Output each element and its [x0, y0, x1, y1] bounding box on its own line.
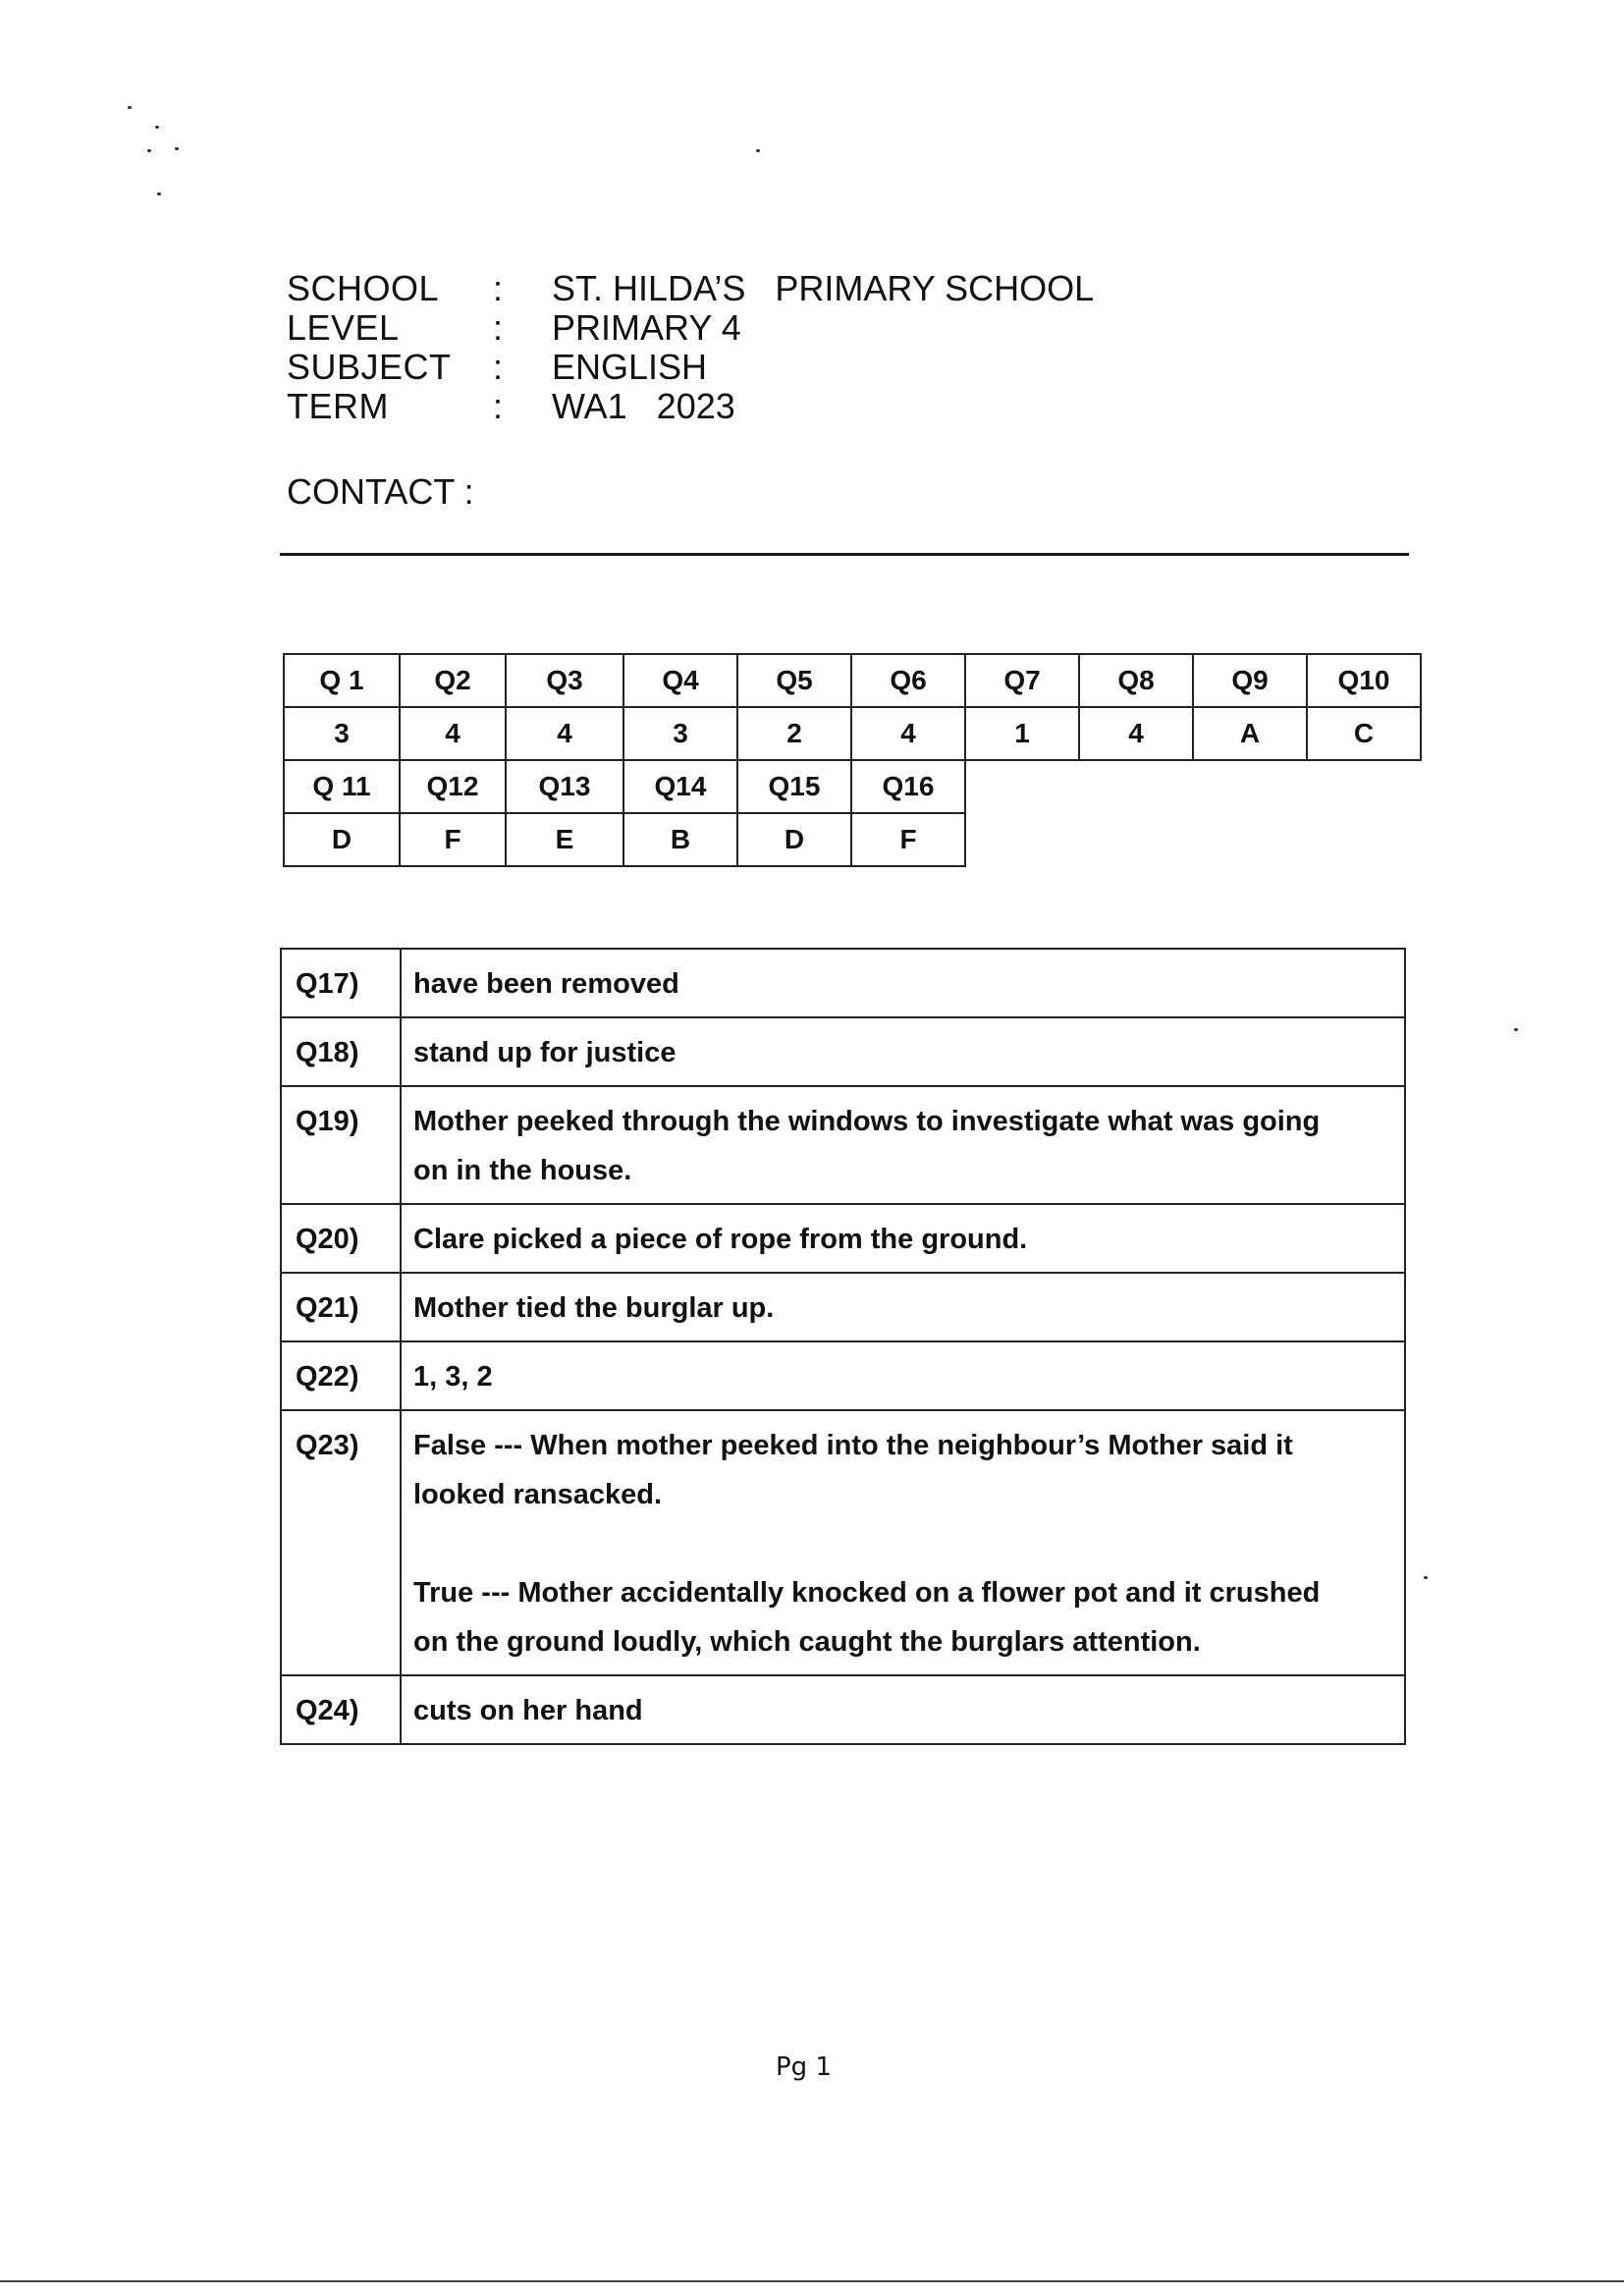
header-row-subject [287, 348, 1094, 387]
answer-text [401, 1675, 1405, 1744]
answer-line: 1, 3, 2 [413, 1361, 493, 1393]
scan-speck [756, 149, 760, 152]
header-label: SUBJECT [287, 347, 452, 387]
answer-line: cuts on her hand [413, 1695, 643, 1726]
answer-row [281, 1675, 1405, 1744]
scan-speck [155, 126, 159, 129]
mcq-question-cell: Q 11 [284, 760, 400, 813]
answer-text [401, 949, 1405, 1017]
mcq-empty-cell [1079, 760, 1193, 813]
scan-speck [147, 149, 151, 152]
mcq-answer-grid [283, 653, 1422, 867]
mcq-question-cell: Q15 [737, 760, 851, 813]
mcq-question-cell: Q 1 [284, 654, 400, 707]
contact-label: CONTACT : [287, 471, 474, 512]
question-number: Q18) [281, 1017, 401, 1086]
mcq-empty-cell [1079, 813, 1193, 866]
mcq-question-cell: Q2 [400, 654, 506, 707]
mcq-question-cell: Q14 [623, 760, 737, 813]
question-number: Q23) [281, 1410, 401, 1675]
mcq-empty-cell [1193, 813, 1307, 866]
mcq-answer-cell: F [400, 813, 506, 866]
answer-line: have been removed [413, 968, 679, 1000]
mcq-question-cell: Q3 [506, 654, 623, 707]
answer-row [281, 1273, 1405, 1341]
mcq-empty-cell [965, 813, 1079, 866]
answer-spacer [413, 1519, 1392, 1568]
header-label: TERM [287, 386, 389, 426]
mcq-question-row [284, 760, 1421, 813]
mcq-question-row [284, 654, 1421, 707]
header-colon: : [493, 386, 504, 426]
page-number: Pg 1 [776, 2052, 832, 2082]
mcq-question-cell: Q4 [623, 654, 737, 707]
question-number: Q24) [281, 1675, 401, 1744]
header-value: WA1 2023 [552, 386, 735, 426]
question-number: Q17) [281, 949, 401, 1017]
mcq-empty-cell [1307, 760, 1421, 813]
scan-speck [157, 192, 161, 195]
answer-text [401, 1341, 1405, 1410]
question-number: Q20) [281, 1204, 401, 1273]
answer-text [401, 1086, 1405, 1204]
answer-line: Mother peeked through the windows to investigate what was going [413, 1106, 1321, 1137]
answer-row [281, 1086, 1405, 1204]
answer-line: stand up for justice [413, 1037, 677, 1068]
bottom-edge-line [0, 2280, 1624, 2282]
mcq-answer-cell: A [1193, 707, 1307, 760]
mcq-answer-cell: 3 [284, 707, 400, 760]
header-colon: : [493, 268, 504, 308]
question-number: Q22) [281, 1341, 401, 1410]
mcq-question-cell: Q9 [1193, 654, 1307, 707]
answer-line: Clare picked a piece of rope from the ground. [413, 1224, 1028, 1255]
header-value: ENGLISH [552, 347, 708, 387]
header-colon: : [493, 347, 504, 387]
answer-line: on in the house. [413, 1155, 632, 1186]
mcq-question-cell: Q10 [1307, 654, 1421, 707]
scan-speck [175, 147, 179, 150]
mcq-question-cell: Q6 [851, 654, 965, 707]
mcq-answer-cell: D [737, 813, 851, 866]
mcq-question-cell: Q7 [965, 654, 1079, 707]
mcq-question-cell: Q16 [851, 760, 965, 813]
open-ended-answer-table [280, 948, 1406, 1745]
answer-line: True --- Mother accidentally knocked on a flower pot and it crushed [413, 1577, 1321, 1609]
mcq-answer-cell: 4 [851, 707, 965, 760]
mcq-question-cell: Q8 [1079, 654, 1193, 707]
mcq-answer-cell: E [506, 813, 623, 866]
answer-row [281, 1204, 1405, 1273]
answer-row [281, 1410, 1405, 1675]
mcq-answer-row [284, 813, 1421, 866]
mcq-empty-cell [1307, 813, 1421, 866]
header-value: PRIMARY 4 [552, 307, 741, 348]
scan-speck [128, 106, 132, 109]
answer-row [281, 1017, 1405, 1086]
scan-speck [1514, 1028, 1518, 1031]
header-value: ST. HILDA’S PRIMARY SCHOOL [552, 268, 1095, 308]
answer-text [401, 1410, 1405, 1675]
answer-row [281, 1341, 1405, 1410]
header-colon: : [493, 307, 504, 348]
answer-text [401, 1273, 1405, 1341]
question-number: Q19) [281, 1086, 401, 1204]
answer-line: on the ground loudly, which caught the burglars attention. [413, 1626, 1201, 1658]
header-row-term [287, 387, 1094, 426]
header-label: LEVEL [287, 307, 400, 348]
mcq-answer-cell: 2 [737, 707, 851, 760]
mcq-answer-cell: F [851, 813, 965, 866]
answer-line: Mother tied the burglar up. [413, 1292, 775, 1324]
mcq-answer-cell: 4 [400, 707, 506, 760]
answer-row [281, 949, 1405, 1017]
question-number: Q21) [281, 1273, 401, 1341]
mcq-answer-row [284, 707, 1421, 760]
mcq-question-cell: Q12 [400, 760, 506, 813]
mcq-answer-cell: 4 [1079, 707, 1193, 760]
answer-text [401, 1204, 1405, 1273]
mcq-answer-cell: 4 [506, 707, 623, 760]
mcq-answer-cell: D [284, 813, 400, 866]
answer-line: False --- When mother peeked into the neighbour’s Mother said it [413, 1430, 1293, 1461]
mcq-empty-cell [1193, 760, 1307, 813]
answer-text [401, 1017, 1405, 1086]
answer-line: looked ransacked. [413, 1479, 663, 1510]
mcq-answer-cell: C [1307, 707, 1421, 760]
mcq-question-cell: Q5 [737, 654, 851, 707]
header-row-school [287, 269, 1094, 308]
header-row-level [287, 308, 1094, 348]
mcq-empty-cell [965, 760, 1079, 813]
mcq-answer-cell: B [623, 813, 737, 866]
mcq-answer-cell: 1 [965, 707, 1079, 760]
mcq-answer-cell: 3 [623, 707, 737, 760]
header-label: SCHOOL [287, 268, 440, 308]
mcq-question-cell: Q13 [506, 760, 623, 813]
scan-speck [1424, 1576, 1428, 1579]
header-divider [280, 553, 1409, 556]
document-header-info [287, 269, 1094, 426]
